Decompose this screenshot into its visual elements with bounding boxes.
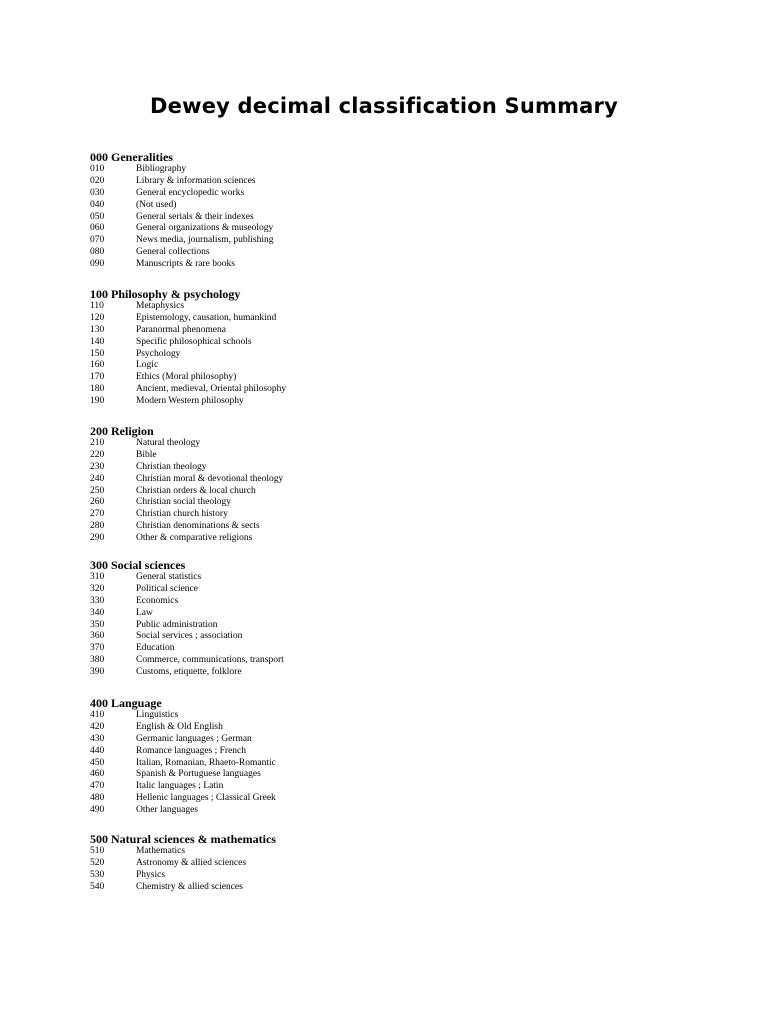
class-label: Bible — [136, 449, 157, 460]
list-item — [90, 509, 730, 521]
class-code: 270 — [90, 509, 105, 520]
section-heading: 100 Philosophy & psychology — [90, 287, 241, 301]
class-label: Paranormal phenomena — [136, 324, 226, 335]
class-code: 480 — [90, 793, 105, 804]
list-item — [90, 793, 730, 805]
class-label: Other languages — [136, 805, 198, 816]
class-code: 510 — [90, 846, 105, 856]
list-item — [90, 497, 730, 509]
section-100 — [90, 287, 730, 408]
section-heading: 400 Language — [90, 696, 162, 710]
section-000 — [90, 150, 730, 271]
list-item — [90, 313, 730, 325]
list-item — [90, 572, 730, 584]
class-code: 330 — [90, 595, 105, 606]
list-item — [90, 259, 730, 271]
class-label: Psychology — [136, 348, 181, 359]
class-code: 490 — [90, 805, 105, 816]
list-item — [90, 521, 730, 533]
class-code: 440 — [90, 745, 105, 756]
class-code: 250 — [90, 485, 105, 496]
class-label: Natural theology — [136, 438, 201, 448]
class-code: 420 — [90, 721, 105, 732]
class-code: 160 — [90, 360, 105, 371]
list-item — [90, 212, 730, 224]
list-item — [90, 858, 730, 870]
class-label: Logic — [136, 360, 159, 371]
list-item — [90, 301, 730, 313]
class-label: Commerce, communications, transport — [136, 655, 284, 666]
class-code: 050 — [90, 211, 105, 222]
list-item — [90, 643, 730, 655]
class-code: 350 — [90, 619, 105, 630]
class-code: 140 — [90, 336, 105, 347]
class-label: Law — [136, 607, 153, 618]
class-label: General organizations & museology — [136, 223, 274, 234]
class-label: Epistemology, causation, humankind — [136, 312, 277, 323]
list-item — [90, 474, 730, 486]
class-label: (Not used) — [136, 199, 177, 210]
list-item — [90, 360, 730, 372]
list-item — [90, 337, 730, 349]
class-code: 520 — [90, 857, 105, 868]
section-heading: 200 Religion — [90, 424, 154, 438]
class-label: English & Old English — [136, 721, 223, 732]
class-label: Social services ; association — [136, 631, 243, 642]
class-label: News media, journalism, publishing — [136, 235, 274, 246]
class-label: Ethics (Moral philosophy) — [136, 372, 237, 383]
class-label: Germanic languages ; German — [136, 733, 252, 744]
class-code: 180 — [90, 384, 105, 395]
list-item — [90, 667, 730, 679]
class-code: 360 — [90, 631, 105, 642]
class-label: Political science — [136, 583, 198, 594]
list-item — [90, 533, 730, 545]
class-label: Hellenic languages ; Classical Greek — [136, 793, 276, 804]
class-code: 220 — [90, 449, 105, 460]
list-item — [90, 746, 730, 758]
class-label: Christian social theology — [136, 497, 231, 508]
class-label: Public administration — [136, 619, 218, 630]
class-label: Economics — [136, 595, 179, 606]
list-item — [90, 188, 730, 200]
class-label: General statistics — [136, 572, 202, 582]
class-code: 450 — [90, 757, 105, 768]
class-code: 070 — [90, 235, 105, 246]
list-item — [90, 710, 730, 722]
list-item — [90, 805, 730, 817]
class-label: Italic languages ; Latin — [136, 781, 224, 792]
list-item — [90, 384, 730, 396]
class-code: 320 — [90, 583, 105, 594]
list-item — [90, 734, 730, 746]
section-400 — [90, 696, 730, 817]
class-code: 110 — [90, 301, 104, 311]
class-label: Spanish & Portuguese languages — [136, 769, 261, 780]
class-code: 030 — [90, 187, 105, 198]
list-item — [90, 584, 730, 596]
list-item — [90, 620, 730, 632]
class-code: 410 — [90, 710, 105, 720]
class-label: Ancient, medieval, Oriental philosophy — [136, 384, 287, 395]
class-code: 040 — [90, 199, 105, 210]
class-label: Christian moral & devotional theology — [136, 473, 284, 484]
class-code: 090 — [90, 259, 105, 270]
list-item — [90, 176, 730, 188]
section-200 — [90, 424, 730, 545]
class-code: 120 — [90, 312, 105, 323]
class-label: Linguistics — [136, 710, 179, 720]
class-label: Christian orders & local church — [136, 485, 256, 496]
list-item — [90, 164, 730, 176]
class-label: Physics — [136, 869, 166, 880]
class-label: Specific philosophical schools — [136, 336, 252, 347]
list-item — [90, 769, 730, 781]
class-code: 460 — [90, 769, 105, 780]
class-label: Italian, Romanian, Rhaeto-Romantic — [136, 757, 276, 768]
class-label: General encyclopedic works — [136, 187, 245, 198]
class-code: 470 — [90, 781, 105, 792]
class-label: Romance languages ; French — [136, 745, 247, 756]
list-item — [90, 325, 730, 337]
class-label: Education — [136, 643, 175, 654]
class-code: 010 — [90, 164, 105, 174]
class-code: 190 — [90, 396, 105, 407]
section-heading: 300 Social sciences — [90, 558, 186, 572]
list-item — [90, 781, 730, 793]
class-code: 170 — [90, 372, 105, 383]
class-code: 540 — [90, 881, 105, 892]
list-item — [90, 372, 730, 384]
class-code: 370 — [90, 643, 105, 654]
list-item — [90, 882, 730, 894]
class-label: Metaphysics — [136, 301, 185, 311]
list-item — [90, 438, 730, 450]
class-label: General collections — [136, 247, 210, 258]
class-label: Astronomy & allied sciences — [136, 857, 247, 868]
list-item — [90, 608, 730, 620]
class-label: Christian theology — [136, 461, 207, 472]
class-label: Christian church history — [136, 509, 228, 520]
section-heading: 000 Generalities — [90, 150, 173, 164]
class-code: 530 — [90, 869, 105, 880]
class-code: 080 — [90, 247, 105, 258]
class-code: 260 — [90, 497, 105, 508]
list-item — [90, 596, 730, 608]
class-code: 390 — [90, 667, 105, 678]
list-item — [90, 870, 730, 882]
class-label: Chemistry & allied sciences — [136, 881, 243, 892]
class-label: Other & comparative religions — [136, 533, 253, 544]
list-item — [90, 349, 730, 361]
section-heading: 500 Natural sciences & mathematics — [90, 832, 276, 846]
list-item — [90, 450, 730, 462]
class-label: Bibliography — [136, 164, 187, 174]
class-label: Customs, etiquette, folklore — [136, 667, 242, 678]
class-code: 020 — [90, 175, 105, 186]
section-300 — [90, 558, 730, 679]
list-item — [90, 247, 730, 259]
class-code: 230 — [90, 461, 105, 472]
list-item — [90, 200, 730, 212]
class-code: 150 — [90, 348, 105, 359]
list-item — [90, 722, 730, 734]
class-code: 310 — [90, 572, 105, 582]
list-item — [90, 235, 730, 247]
class-code: 380 — [90, 655, 105, 666]
list-item — [90, 223, 730, 235]
class-label: Mathematics — [136, 846, 186, 856]
class-code: 430 — [90, 733, 105, 744]
list-item — [90, 396, 730, 408]
class-code: 290 — [90, 533, 105, 544]
class-code: 060 — [90, 223, 105, 234]
class-code: 280 — [90, 521, 105, 532]
class-code: 130 — [90, 324, 105, 335]
list-item — [90, 631, 730, 643]
page-title: Dewey decimal classification Summary — [150, 94, 618, 118]
section-500 — [90, 832, 730, 894]
list-item — [90, 462, 730, 474]
class-code: 240 — [90, 473, 105, 484]
class-label: Christian denominations & sects — [136, 521, 260, 532]
class-label: Library & information sciences — [136, 175, 256, 186]
list-item — [90, 655, 730, 667]
class-label: Manuscripts & rare books — [136, 259, 235, 270]
class-label: Modern Western philosophy — [136, 396, 244, 407]
class-label: General serials & their indexes — [136, 211, 254, 222]
list-item — [90, 758, 730, 770]
class-code: 210 — [90, 438, 105, 448]
list-item — [90, 486, 730, 498]
list-item — [90, 846, 730, 858]
class-code: 340 — [90, 607, 105, 618]
